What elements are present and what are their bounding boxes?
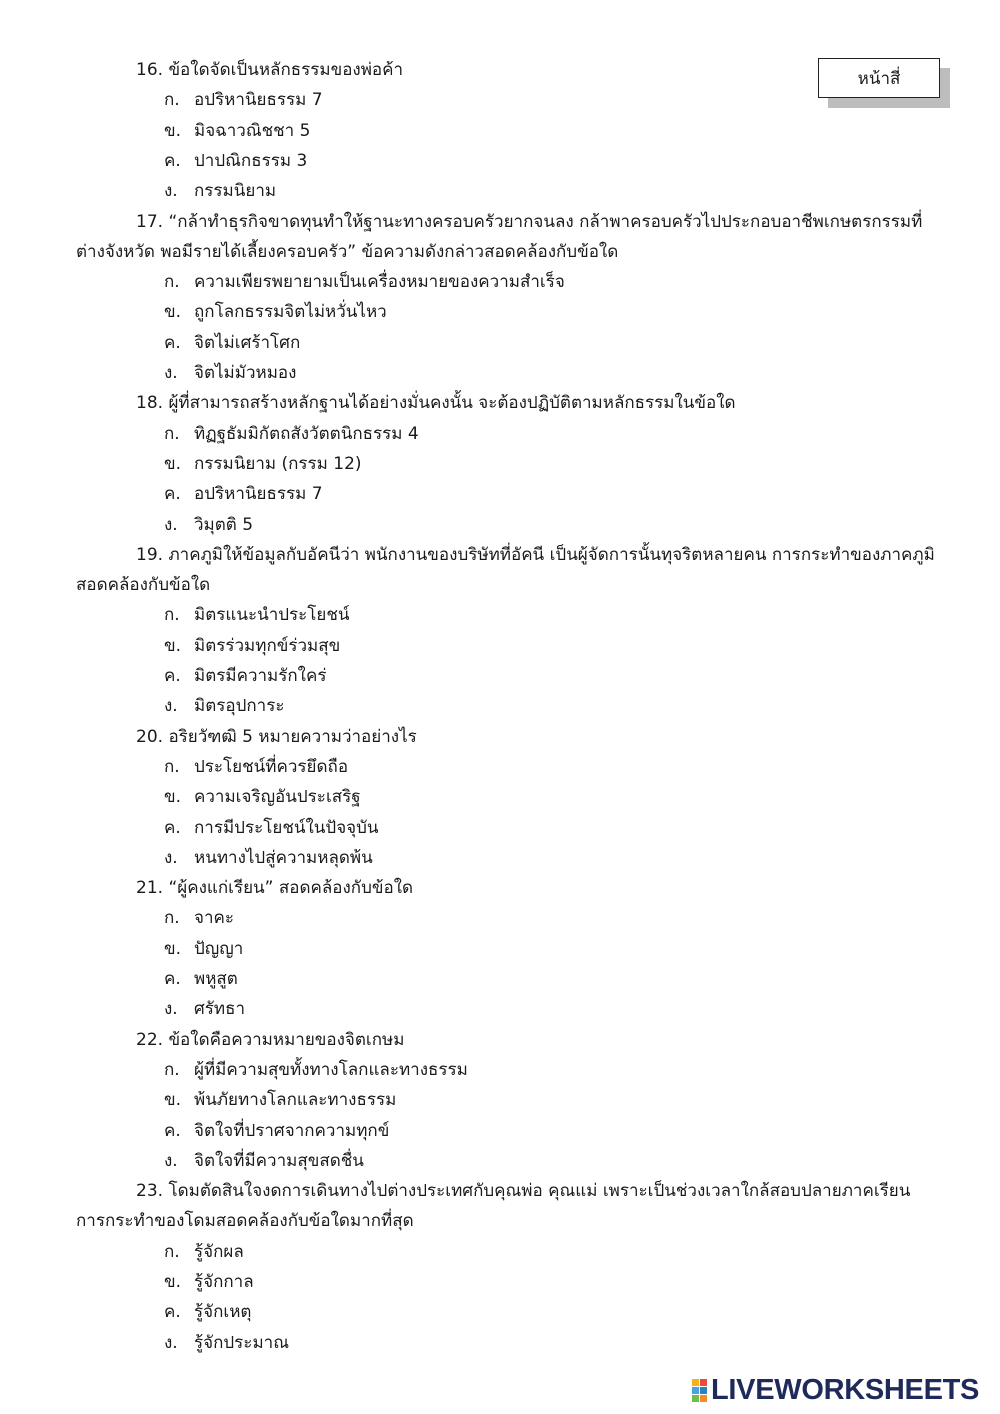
choice-text: ถูกโลกธรรมจิตไม่หวั่นไหว	[194, 302, 387, 323]
choice-letter: ง.	[164, 181, 178, 202]
choice-text: ปัญญา	[194, 938, 244, 959]
choice-letter: ข.	[164, 1272, 182, 1292]
logo-square	[692, 1379, 699, 1386]
logo-square	[700, 1395, 707, 1402]
answer-choice[interactable]	[164, 631, 340, 661]
answer-choice[interactable]	[164, 691, 284, 721]
choice-letter: ง.	[164, 514, 178, 535]
answer-choice[interactable]	[164, 267, 565, 297]
question-text: 20. อริยวัฑฒิ 5 หมายความว่าอย่างไร	[136, 726, 417, 747]
choice-text: กรรมนิยาม (กรรม 12)	[194, 453, 362, 474]
answer-choice[interactable]	[164, 146, 307, 176]
answer-choice[interactable]	[164, 479, 323, 509]
choice-text: จิตใจที่มีความสุขสดชื่น	[194, 1150, 364, 1171]
answer-choice[interactable]	[164, 1267, 254, 1297]
choice-text: จิตไม่เศร้าโศก	[194, 332, 301, 353]
answer-choice[interactable]	[164, 1085, 396, 1115]
choice-letter: ข.	[164, 1090, 182, 1111]
question-text: 17. “กล้าทำธุรกิจขาดทุนทำให้ฐานะทางครอบครัวยากจนลง กล้าพาครอบครัวไปประกอบอาชีพเกษตรกรรมที่	[136, 211, 923, 232]
question-text: 23. โดมตัดสินใจงดการเดินทางไปต่างประเทศกับคุณพ่อ คุณแม่ เพราะเป็นช่วงเวลาใกล้สอบปลายภาคเรียน	[136, 1181, 911, 1202]
choice-letter: ง.	[164, 1332, 178, 1353]
choice-text: กรรมนิยาม	[194, 181, 277, 202]
choice-letter: ข.	[164, 453, 182, 474]
choice-letter: ง.	[164, 847, 178, 868]
liveworksheets-logo	[692, 1372, 979, 1408]
answer-choice[interactable]	[164, 843, 373, 873]
answer-choice[interactable]	[164, 116, 310, 146]
question-text: 21. “ผู้คงแก่เรียน” สอดคล้องกับข้อใด	[136, 878, 414, 899]
choice-letter: ค.	[164, 332, 181, 353]
logo-square	[692, 1387, 699, 1394]
answer-choice[interactable]	[164, 1328, 289, 1358]
answer-choice[interactable]	[164, 1116, 389, 1146]
answer-choice[interactable]	[164, 297, 387, 327]
logo-square	[700, 1379, 707, 1386]
choice-text: มิตรมีความรักใคร่	[194, 666, 327, 686]
choice-letter: ข.	[164, 938, 182, 959]
choice-letter: ค.	[164, 150, 181, 171]
answer-choice[interactable]	[164, 1237, 244, 1267]
question-text-continued: ต่างจังหวัด พอมีรายได้เลี้ยงครอบครัว” ข้อความดังกล่าวสอดคล้องกับข้อใด	[76, 241, 619, 262]
choice-text: ศรัทธา	[194, 999, 246, 1020]
choice-letter: ข.	[164, 120, 182, 141]
answer-choice[interactable]	[164, 934, 243, 964]
choice-text: รู้จักกาล	[194, 1272, 254, 1292]
choice-letter: ง.	[164, 363, 178, 383]
choice-text: ผู้ที่มีความสุขทั้งทางโลกและทางธรรม	[194, 1059, 468, 1080]
choice-letter: ค.	[164, 484, 181, 505]
choice-text: ทิฏฐธัมมิกัตถสังวัตตนิกธรรม 4	[194, 423, 419, 444]
choice-letter: ก.	[164, 908, 180, 929]
choice-letter: ก.	[164, 90, 180, 111]
choice-text: จาคะ	[194, 908, 235, 929]
choice-letter: ข.	[164, 635, 182, 656]
page-number-box	[818, 58, 952, 110]
choice-text: รู้จักเหตุ	[194, 1302, 252, 1323]
choice-text: มิจฉาวณิชชา 5	[194, 120, 311, 141]
choice-letter: ง.	[164, 1150, 178, 1171]
choice-text: จิตใจที่ปราศจากความทุกข์	[194, 1120, 390, 1141]
choice-text: ความเพียรพยายามเป็นเครื่องหมายของความสำเร็จ	[194, 272, 565, 293]
answer-choice[interactable]	[164, 994, 245, 1024]
choice-text: พ้นภัยทางโลกและทางธรรม	[194, 1090, 397, 1111]
liveworksheets-logo-icon	[692, 1379, 707, 1402]
answer-choice[interactable]	[164, 600, 350, 630]
choice-text: รู้จักประมาณ	[194, 1332, 289, 1353]
answer-choice[interactable]	[164, 964, 238, 994]
answer-choice[interactable]	[164, 1297, 251, 1327]
question-text-continued: สอดคล้องกับข้อใด	[76, 575, 211, 596]
choice-letter: ค.	[164, 666, 181, 686]
choice-letter: ก.	[164, 1241, 180, 1262]
choice-text: ความเจริญอันประเสริฐ	[194, 787, 361, 808]
choice-letter: ก.	[164, 423, 180, 444]
choice-text: หนทางไปสู่ความหลุดพ้น	[194, 847, 373, 868]
answer-choice[interactable]	[164, 510, 253, 540]
choice-letter: ง.	[164, 999, 178, 1020]
page-number-label: หน้าสี่	[818, 58, 940, 98]
choice-letter: ก.	[164, 756, 180, 777]
answer-choice[interactable]	[164, 419, 419, 449]
answer-choice[interactable]	[164, 358, 296, 388]
choice-text: รู้จักผล	[194, 1241, 244, 1262]
question-text: 22. ข้อใดคือความหมายของจิตเกษม	[136, 1029, 405, 1050]
choice-text: การมีประโยชน์ในปัจจุบัน	[194, 817, 379, 838]
answer-choice[interactable]	[164, 1146, 364, 1176]
question-text-continued: การกระทำของโดมสอดคล้องกับข้อใดมากที่สุด	[76, 1211, 414, 1232]
choice-letter: ค.	[164, 817, 181, 838]
answer-choice[interactable]	[164, 782, 361, 812]
choice-letter: ค.	[164, 1120, 181, 1141]
choice-text: มิตรแนะนำประโยชน์	[194, 605, 350, 626]
question-text: 19. ภาคภูมิให้ข้อมูลกับอัคนีว่า พนักงานของบริษัทที่อัคนี เป็นผู้จัดการนั้นทุจริตหลายคน การกระทำของภาคภูมิ	[136, 544, 935, 565]
question-text: 18. ผู้ที่สามารถสร้างหลักฐานได้อย่างมั่นคงนั้น จะต้องปฏิบัติตามหลักธรรมในข้อใด	[136, 393, 736, 414]
answer-choice[interactable]	[164, 661, 326, 691]
choice-text: จิตไม่มัวหมอง	[194, 363, 297, 383]
choice-letter: ง.	[164, 696, 178, 717]
choice-letter: ก.	[164, 272, 180, 293]
choice-text: มิตรร่วมทุกข์ร่วมสุข	[194, 635, 341, 656]
choice-text: อปริหานิยธรรม 7	[194, 484, 323, 505]
choice-text: พหูสูต	[194, 969, 238, 989]
answer-choice[interactable]	[164, 328, 300, 358]
question-text: 16. ข้อใดจัดเป็นหลักธรรมของพ่อค้า	[136, 60, 404, 80]
answer-choice[interactable]	[164, 752, 348, 782]
choice-text: มิตรอุปการะ	[194, 696, 285, 717]
choice-text: วิมุตติ 5	[194, 514, 254, 535]
answer-choice[interactable]	[164, 449, 362, 479]
choice-letter: ก.	[164, 1059, 180, 1080]
answer-choice[interactable]	[164, 813, 379, 843]
choice-text: ประโยชน์ที่ควรยึดถือ	[194, 756, 349, 777]
answer-choice[interactable]	[164, 85, 323, 115]
answer-choice[interactable]	[164, 1055, 468, 1085]
logo-square	[700, 1387, 707, 1394]
choice-letter: ค.	[164, 969, 181, 989]
choice-text: อปริหานิยธรรม 7	[194, 90, 323, 111]
logo-square	[692, 1395, 699, 1402]
choice-letter: ข.	[164, 787, 182, 808]
liveworksheets-logo-text: LIVEWORKSHEETS	[711, 1373, 980, 1406]
choice-letter: ก.	[164, 605, 180, 626]
answer-choice[interactable]	[164, 176, 276, 206]
answer-choice[interactable]	[164, 903, 234, 933]
choice-letter: ข.	[164, 302, 182, 323]
choice-text: ปาปณิกธรรม 3	[194, 150, 308, 171]
choice-letter: ค.	[164, 1302, 181, 1323]
